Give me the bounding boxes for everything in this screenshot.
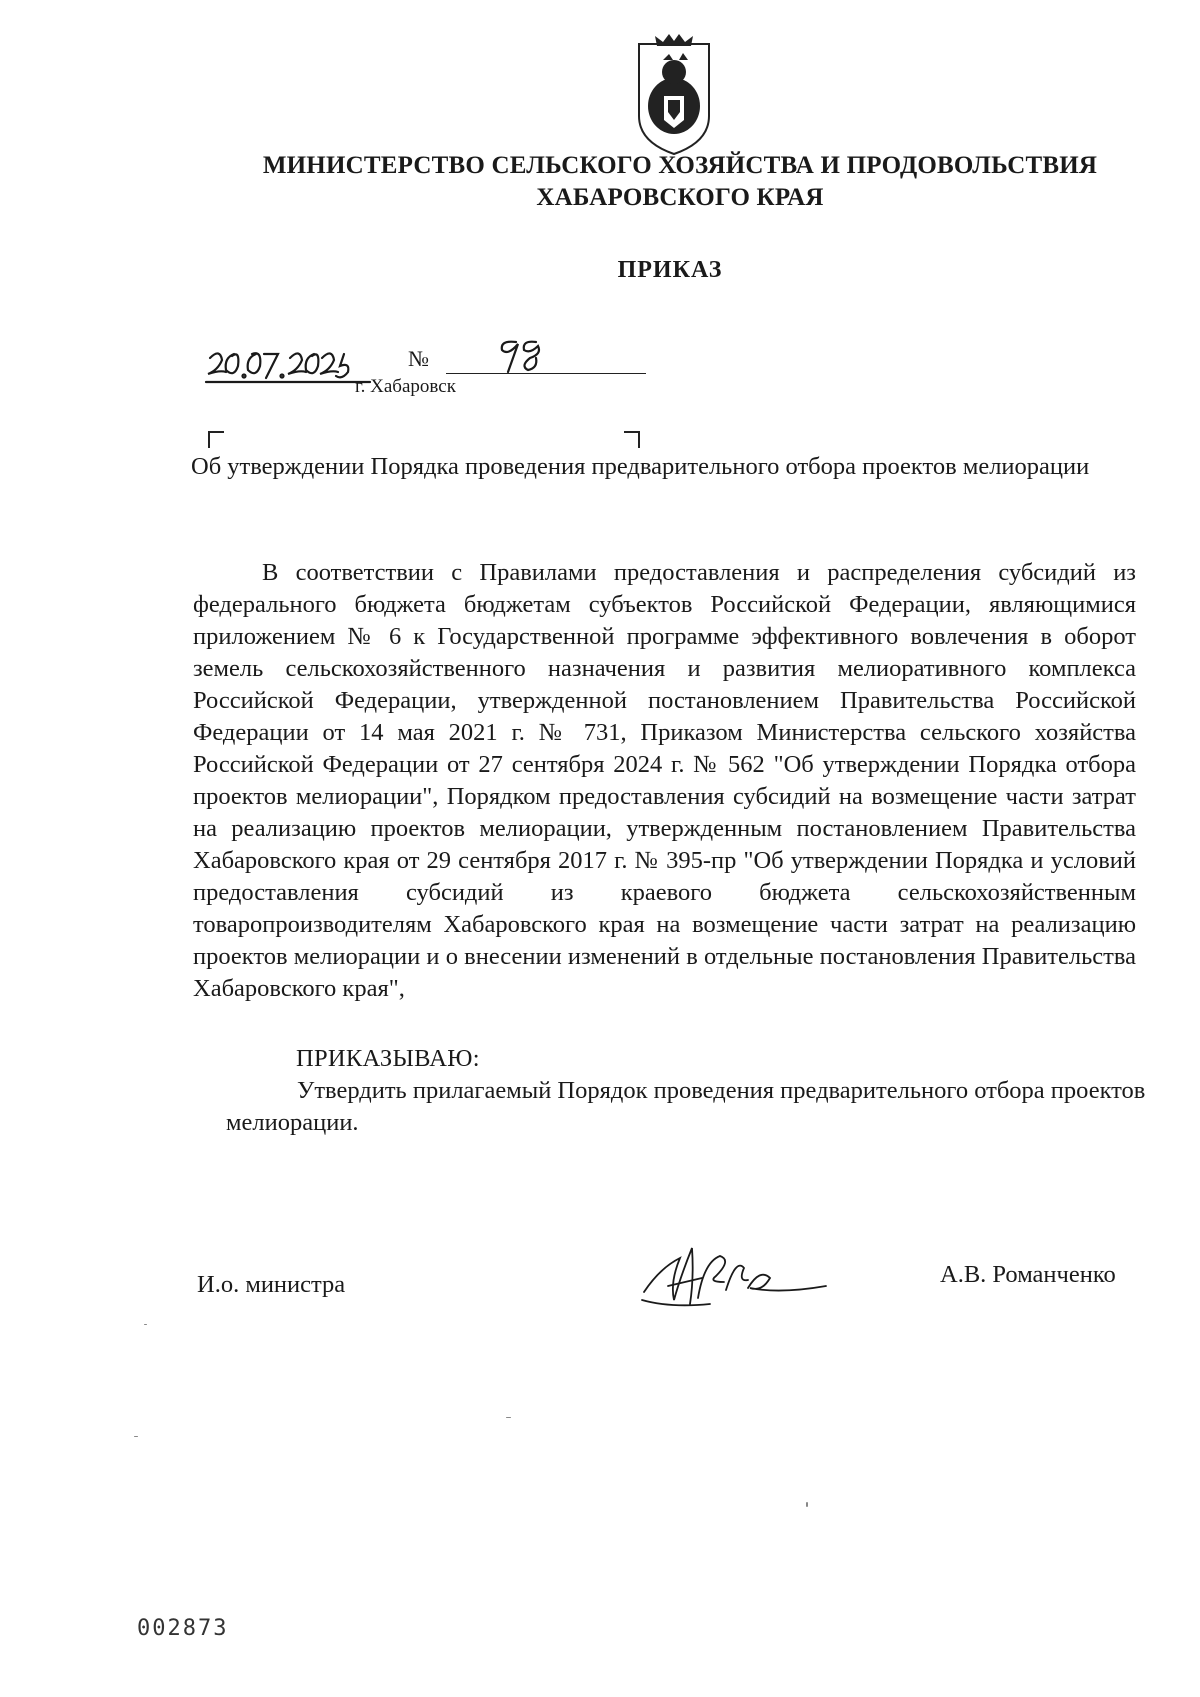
- number-label: №: [408, 346, 429, 371]
- scan-speck: [806, 1502, 808, 1507]
- order-word: ПРИКАЗЫВАЮ:: [296, 1045, 480, 1072]
- scan-speck: [506, 1417, 511, 1418]
- ministry-line-1: МИНИСТЕРСТВО СЕЛЬСКОГО ХОЗЯЙСТВА И ПРОДОВОЛЬСТВИЯ: [262, 152, 1098, 179]
- signer-position: И.о. министра: [197, 1271, 346, 1298]
- preamble: В соответствии с Правилами предоставления и распределения субсидий из федерального бюджета бюджетам субъектов Российской Федерации, являющимися приложением № 6 к Государственной программе эффективного вовлечения в оборот земель сельскохозяйственного назначения и развития мелиоративного комплекса Российской Федерации, утвержденной постановлением Правительства Российской Федерации от 14 мая 2021 г. № 731, Приказом Министерства сельского хозяйства Российской Федерации от 27 сентября 2024 г. № 562 "Об утверждении Порядка отбора проектов мелиорации", Порядком предоставления субсидий на возмещение части затрат на реализацию проектов мелиорации, утвержденным постановлением Правительства Хабаровского края от 29 сентября 2017 г. № 395-пр "Об утверждении Порядка и условий предоставления субсидий из краевого бюджета сельскохозяйственным товаропроизводителям Хабаровского края на возмещение части затрат на реализацию проектов мелиорации и о внесении изменений в отдельные постановления Правительства Хабаровского края",: [193, 559, 1136, 1002]
- signer-name: А.В. Романченко: [940, 1261, 1116, 1288]
- city: г. Хабаровск: [355, 376, 456, 397]
- handwritten-number: [490, 332, 560, 380]
- subject-bracket-right: [624, 431, 640, 448]
- ministry-line-2: ХАБАРОВСКОГО КРАЯ: [536, 184, 824, 211]
- handwritten-date: [204, 340, 372, 390]
- subject-bracket-left: [208, 431, 224, 448]
- ministry-name: [200, 150, 1160, 214]
- order-subject: Об утверждении Порядка проведения предварительного отбора проектов мелиорации: [191, 453, 1090, 480]
- scan-speck: [134, 1436, 138, 1437]
- handwritten-signature-icon: [640, 1238, 830, 1314]
- order-body: [193, 557, 1136, 1005]
- coat-of-arms-icon: [633, 30, 715, 156]
- resolution: Утвердить прилагаемый Порядок проведения предварительного отбора проектов мелиорации.: [226, 1077, 1146, 1136]
- serial-number: 002873: [137, 1616, 229, 1641]
- document-type: ПРИКАЗ: [617, 257, 723, 283]
- scan-speck: [144, 1324, 147, 1325]
